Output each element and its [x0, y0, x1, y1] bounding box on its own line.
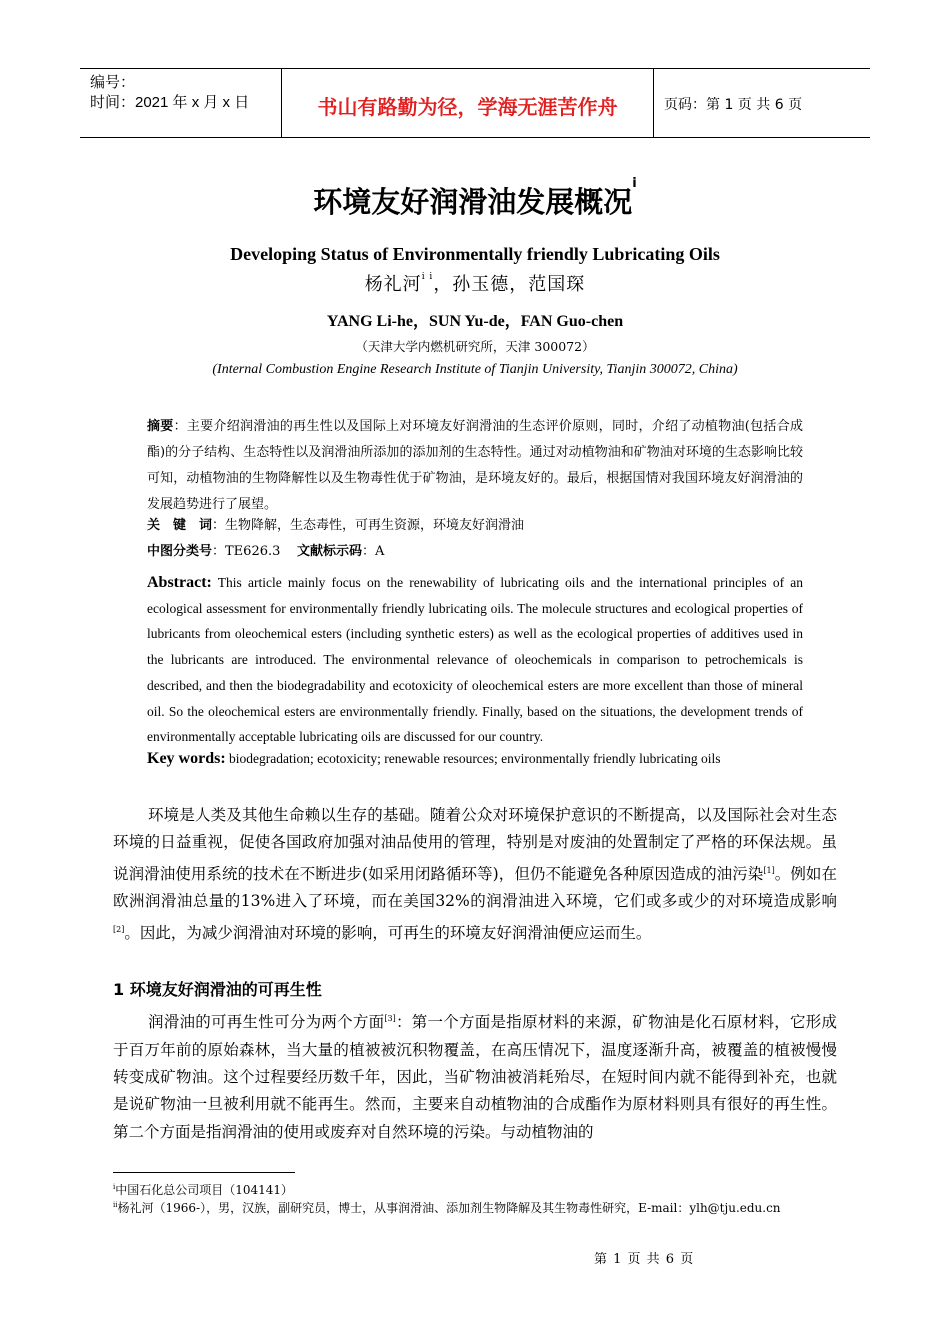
footnote-2-text: 杨礼河（1966-），男，汉族，副研究员，博士，从事润滑油、添加剂生物降解及其生物毒性研究，E-mail：ylh@tju.edu.cn: [117, 1201, 781, 1215]
page-number: 第 1 页 共 6 页: [594, 1252, 695, 1267]
keywords-en-label: Key words:: [147, 750, 226, 767]
abstract-en-text: This article mainly focus on the renewability of lubricating oils and the international principles of an ecological assessment for environmentally friendly lubricating oils. The molecule structures and ecological properties of lubricants from oleochemical esters (including synthetic esters) as well as the ecological properties of additives used in the lubricants are introduced. The environmental relevance of oleochemicals in comparison to petrochemicals is described, and then the biodegradability and ecotoxicity of oleochemical esters are more excellent than those of mineral oil. So the oleochemical esters are environmentally friendly. Finally, based on the situations, the development trends of environmentally acceptable lubricating oils are discussed for our country.: [147, 575, 803, 745]
affiliation-chinese: （天津大学内燃机研究所，天津 300072）: [355, 339, 595, 354]
citation-3: [3]: [384, 1014, 396, 1023]
page-info: 页码：第 1 页 共 6 页: [664, 97, 803, 113]
author-footnote-mark: i i: [421, 272, 434, 282]
doc-code-value: ：A: [361, 544, 385, 559]
other-authors: ，孙玉德，范国琛: [433, 274, 586, 295]
title-footnote-mark: i: [632, 176, 637, 191]
doc-code-label: 文献标示码: [296, 544, 362, 559]
citation-1: [1]: [763, 865, 775, 875]
number-label: 编号：: [90, 74, 136, 91]
p2-text-b: ：第一个方面是指原材料的来源，矿物油是化石原材料，它形成于百万年前的原始森林，当大量的植被被沉积物覆盖，在高压情况下，温度逐渐升高，被覆盖的植被慢慢转变成矿物油。这个过程要经历数千年，因此，当矿物油被消耗殆尽，在短时间内就不能得到补充，也就是说矿物油一旦被利用就不能再生。然而，主要来自动植物油的合成酯作为原材料则具有很好的再生性。第二个方面是指润滑油的使用或废弃对自然环境的污染。与动植物油的: [113, 1013, 837, 1141]
english-title: Developing Status of Environmentally friendly Lubricating Oils: [230, 244, 720, 264]
abstract-label: 摘要: [147, 419, 174, 434]
footnote-1-mark: i: [113, 1183, 116, 1191]
header-table: [80, 68, 870, 138]
header-left-cell: [80, 69, 281, 137]
authors-chinese: [0, 270, 950, 296]
section-heading-1: 1 环境友好润滑油的可再生性: [113, 980, 322, 999]
p1-text-c: 。因此，为减少润滑油对环境的影响，可再生的环境友好润滑油便应运而生。: [124, 923, 652, 942]
abstract-text: ：主要介绍润滑油的再生性以及国际上对环境友好润滑油的生态评价原则，同时，介绍了动植物油(包括合成酯)的分子结构、生态特性以及润滑油所添加的添加剂的生态特性。通过对动植物油和矿物油对环境的生态影响比较可知，动植物油的生物降解性以及生物毒性优于矿物油，是环境友好的。最后，根据国情对我国环境友好润滑油的发展趋势进行了展望。: [147, 419, 803, 512]
first-author: 杨礼河: [364, 274, 422, 295]
footnote-1-text: 中国石化总公司项目（104141）: [115, 1183, 294, 1197]
affiliation-english-text: (Internal Combustion Engine Research Institute of Tianjin University, Tianjin 300072, China): [212, 362, 738, 377]
footnote-2-mark: ii: [113, 1201, 118, 1209]
affiliation-english: [0, 362, 950, 378]
p1-text-b: 。例如在欧洲润滑油总量的13%进入了环境，而在美国32%的润滑油进入环境，它们或多或少的对环境造成影响: [113, 864, 837, 911]
keywords-chinese: [147, 514, 524, 533]
clc-value: ：TE626.3: [212, 544, 281, 559]
title-text: 环境友好润滑油发展概况: [313, 185, 633, 219]
footnote-2: [113, 1196, 813, 1217]
body-paragraph-1: [113, 802, 837, 947]
motto: 书山有路勤为径，学海无涯苦作舟: [281, 69, 654, 137]
keywords-label: 关 键 词: [147, 518, 213, 533]
p2-text-a: 润滑油的可再生性可分为两个方面: [148, 1013, 385, 1032]
body-paragraph-2: [113, 1005, 837, 1146]
keywords-english: [147, 750, 721, 768]
clc-label: 中图分类号: [147, 544, 213, 559]
abstract-en-label: Abstract:: [147, 574, 212, 591]
keywords-text: ：生物降解，生态毒性，可再生资源，环境友好润滑油: [212, 518, 525, 533]
time-label: 时间：2021 年 x 月 x 日: [90, 94, 250, 111]
citation-2: [2]: [113, 924, 125, 934]
classification-line: [147, 540, 384, 559]
page-title: [0, 176, 950, 221]
p1-text-a: 环境是人类及其他生命赖以生存的基础。随着公众对环境保护意识的不断提高，以及国际社会对生态环境的日益重视，促使各国政府加强对油品使用的管理，特别是对废油的处置制定了严格的环保法规。虽说润滑油使用系统的技术在不断进步(如采用闭路循环等)，但仍不能避免各种原因造成的油污染: [113, 806, 837, 883]
abstract-english: [147, 570, 803, 750]
authors-english: YANG Li-he，SUN Yu-de，FAN Guo-chen: [326, 313, 624, 330]
keywords-en-text: biodegradation; ecotoxicity; renewable resources; environmentally friendly lubricating oils: [225, 751, 721, 766]
footnote-divider: [113, 1172, 295, 1173]
abstract-chinese: [147, 414, 803, 518]
